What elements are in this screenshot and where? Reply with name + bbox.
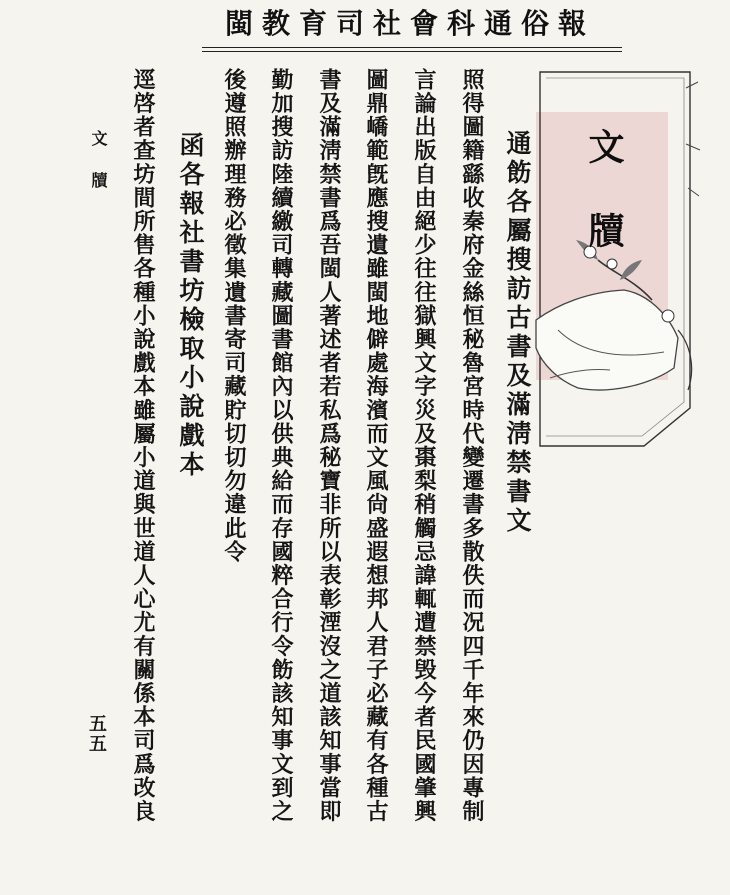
margin-section-label: 文牘	[89, 130, 108, 214]
article-1-line: 圖鼎嶠範旣應搜遺雖閩地僻處海濱而文風尙盛遐想邦人君子必藏有各種古	[363, 68, 389, 824]
header-rule	[202, 47, 622, 52]
flower-bud	[662, 310, 674, 322]
page-header-title: 閩教育司社會科通俗報	[224, 7, 595, 40]
frame-tick-marks	[686, 82, 700, 196]
article-2-line: 逕啓者查坊間所售各種小說戲本雖屬小道與世道人心尤有關係本司爲改良	[130, 68, 156, 824]
page-number: 五五	[86, 714, 107, 754]
section-title: 文牘	[583, 128, 625, 296]
article-1-line: 勤加搜訪陸續繳司轉藏圖書館內以供典給而存國粹合行令飭該知事文到之	[268, 68, 294, 824]
article-1-title: 通飭各屬搜訪古書及滿淸禁書文	[503, 130, 532, 536]
article-1-line: 後遵照辦理務必徵集遺書寄司藏貯切切勿違此令	[221, 68, 247, 564]
article-1-line: 照得圖籍繇收秦府金絲恒秘魯宮時代變遷書多散佚而况四千年來仍因專制	[459, 68, 485, 824]
article-1-line: 書及滿淸禁書爲吾閩人著述者若私爲秘寶非所以表彰湮沒之道該知事當即	[316, 68, 342, 824]
article-2-title: 函各報社書坊檢取小說戲本	[176, 132, 205, 480]
article-1-line: 言論出版自由絕少往往獄興文字災及棗梨稍觸忌諱輒遭禁毁今者民國肇興	[411, 68, 437, 824]
